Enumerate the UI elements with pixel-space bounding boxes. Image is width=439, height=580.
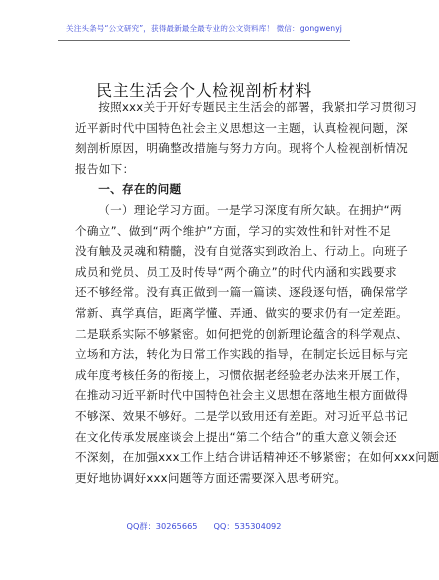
paragraph-line: 还不够经常。没有真正做到一篇一篇读、逐段逐句悟，确保常学 bbox=[75, 285, 409, 300]
intro-line: 按照xxx关于开好专题民主生活会的部署，我紧扣学习贯彻习 bbox=[98, 100, 418, 114]
footer-qq-group: QQ群：30265665 bbox=[126, 521, 198, 531]
paragraph-line: 不够深、效果不够好。二是学以致用还有差距。对习近平总书记 bbox=[75, 408, 409, 423]
footer-contact bbox=[0, 521, 408, 532]
footer-qq: QQ：535304092 bbox=[213, 521, 282, 531]
paragraph-line: 个确立”、做到“两个维护”方面，学习的实效性和针对性不足 bbox=[75, 223, 392, 238]
paragraph-line: 常新、真学真信，距离学懂、弄通、做实的要求仍有一定差距。 bbox=[75, 305, 409, 320]
paragraph-line: 成年度考核任务的衔接上，习惯依据老经验老办法来开展工作， bbox=[75, 367, 409, 382]
section-heading: 一、存在的问题 bbox=[98, 182, 182, 197]
paragraph-line: 没有触及灵魂和精髓，没有自觉落实到政治上、行动上。向班子 bbox=[75, 244, 409, 259]
paragraph-line: 更好地协调好xxx问题等方面还需要深入思考研究。 bbox=[75, 470, 347, 485]
document-title: 民主生活会个人检视剖析材料 bbox=[96, 81, 312, 100]
paragraph-line: 二是联系实际不够紧密。如何把党的创新理论蕴含的科学观点、 bbox=[75, 326, 409, 341]
intro-line: 近平新时代中国特色社会主义思想这一主题，认真检视问题，深 bbox=[75, 120, 409, 135]
header-promo-note: 关注头条号“公文研究”，获得最新最全最专业的公文资料库！ 微信：gongwenyj bbox=[66, 24, 342, 33]
paragraph-line: 在文化传承发展座谈会上提出“第二个结合”的重大意义领会还 bbox=[75, 429, 397, 444]
paragraph-line: 不深刻，在加强xxx工作上结合讲话精神还不够紧密；在如何xxx问题 bbox=[75, 450, 439, 465]
header-divider bbox=[58, 40, 350, 41]
paragraph-line: 在推动习近平新时代中国特色社会主义思想在落地生根方面做得 bbox=[75, 388, 409, 403]
theory-study-paragraph bbox=[75, 200, 439, 488]
intro-line: 报告如下： bbox=[75, 161, 135, 176]
intro-line: 刻剖析原因，明确整改措施与努力方向。现将个人检视剖析情况 bbox=[75, 141, 409, 156]
document-body bbox=[75, 97, 439, 488]
intro-paragraph bbox=[75, 97, 418, 179]
paragraph-line: 立场和方法，转化为日常工作实践的指导，在制定长远目标与完 bbox=[75, 347, 409, 362]
paragraph-line: 成员和党员、员工及时传导“两个确立”的时代内涵和实践要求 bbox=[75, 264, 397, 279]
paragraph-line: （一）理论学习方面。一是学习深度有所欠缺。在拥护“两 bbox=[98, 202, 402, 217]
